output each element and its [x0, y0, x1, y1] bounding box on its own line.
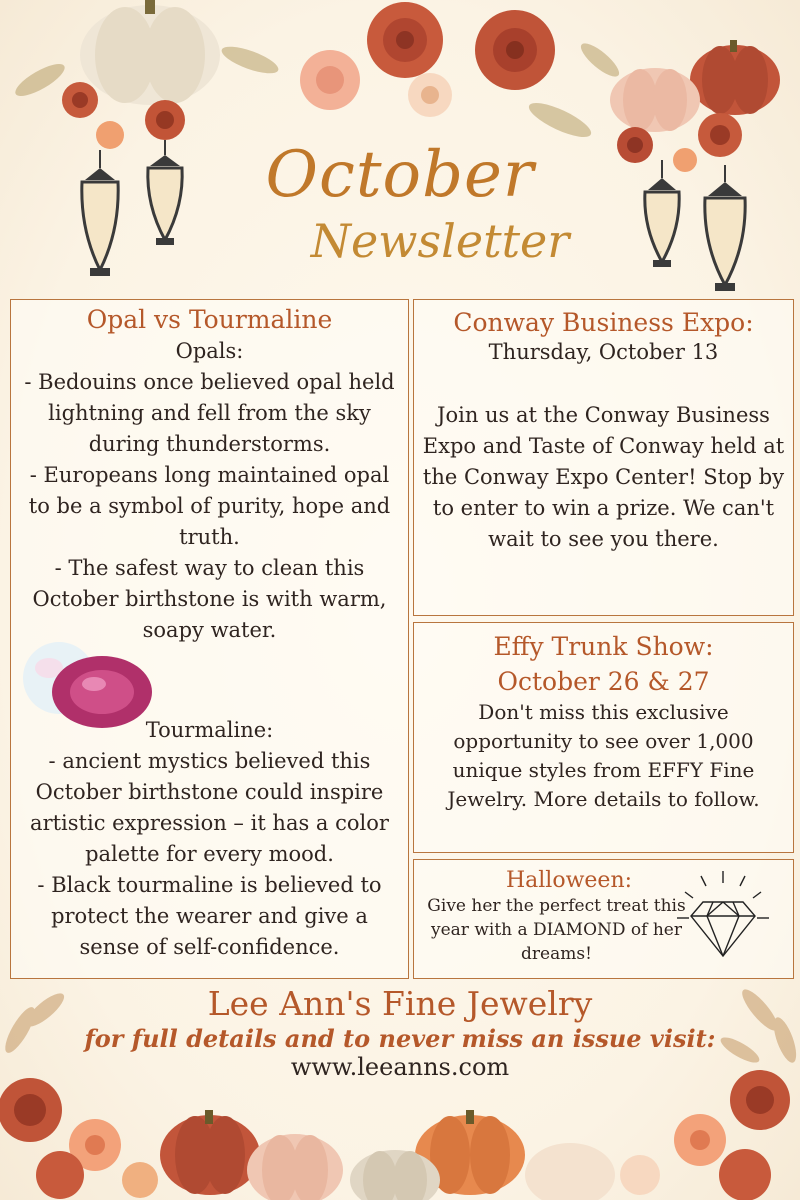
halloween-title: Halloween:: [505, 868, 633, 893]
tourmaline-heading: Tourmaline:: [145, 718, 274, 742]
tourmaline-section: [23, 715, 396, 963]
white-pumpkin: [80, 0, 220, 105]
conway-date: Thursday, October 13: [488, 340, 719, 364]
opals-point: - Europeans long maintained opal to be a symbol of purity, hope and truth.: [28, 463, 391, 549]
opal-tourmaline-gems-image: [14, 640, 154, 730]
leaf-cluster-bottom: [0, 985, 800, 1067]
effy-title: Effy Trunk Show:: [493, 632, 714, 661]
footer-tagline: for full details and to never miss an issue visit:: [84, 1024, 716, 1053]
title-october: October: [265, 138, 535, 212]
conway-expo-panel: [413, 299, 794, 616]
effy-body: Don't miss this exclusive opportunity to see over 1,000 unique styles from EFFY Fine Jewelry. More details to follow.: [447, 700, 760, 811]
website-link[interactable]: www.leeanns.com: [290, 1053, 510, 1081]
pumpkins-bottom: [160, 1110, 615, 1200]
tourmaline-point: - Black tourmaline is believed to protect the wearer and give a sense of self-confidence.: [37, 873, 382, 959]
bottom-floral-decoration: [0, 970, 800, 1200]
opals-heading: Opals:: [175, 339, 244, 363]
red-pumpkin: [690, 40, 780, 115]
conway-body: Join us at the Conway Business Expo and Taste of Conway held at the Conway Expo Center! Stop by to enter to win a prize. We can't wait to see you there.: [422, 403, 785, 551]
opal-tourmaline-panel: [10, 299, 409, 979]
title-newsletter: Newsletter: [310, 214, 570, 268]
opals-point: - The safest way to clean this October birthstone is with warm, soapy water.: [32, 556, 387, 642]
opal-tourmaline-title: Opal vs Tourmaline: [86, 305, 333, 334]
halloween-panel: [413, 859, 794, 979]
peach-pumpkin: [610, 68, 700, 132]
effy-date: October 26 & 27: [497, 667, 710, 696]
effy-trunk-show-panel: [413, 622, 794, 853]
tourmaline-point: - ancient mystics believed this October birthstone could inspire artistic expression – it has a color palette for every mood.: [30, 749, 389, 866]
store-name: Lee Ann's Fine Jewelry: [207, 984, 593, 1023]
halloween-body: Give her the perfect treat this year with a DIAMOND of her dreams!: [427, 896, 686, 964]
conway-title: Conway Business Expo:: [453, 308, 754, 337]
diamond-icon: [673, 868, 773, 963]
opals-section: [11, 336, 408, 646]
opals-point: - Bedouins once believed opal held lightning and fell from the sky during thunderstorms.: [24, 370, 395, 456]
